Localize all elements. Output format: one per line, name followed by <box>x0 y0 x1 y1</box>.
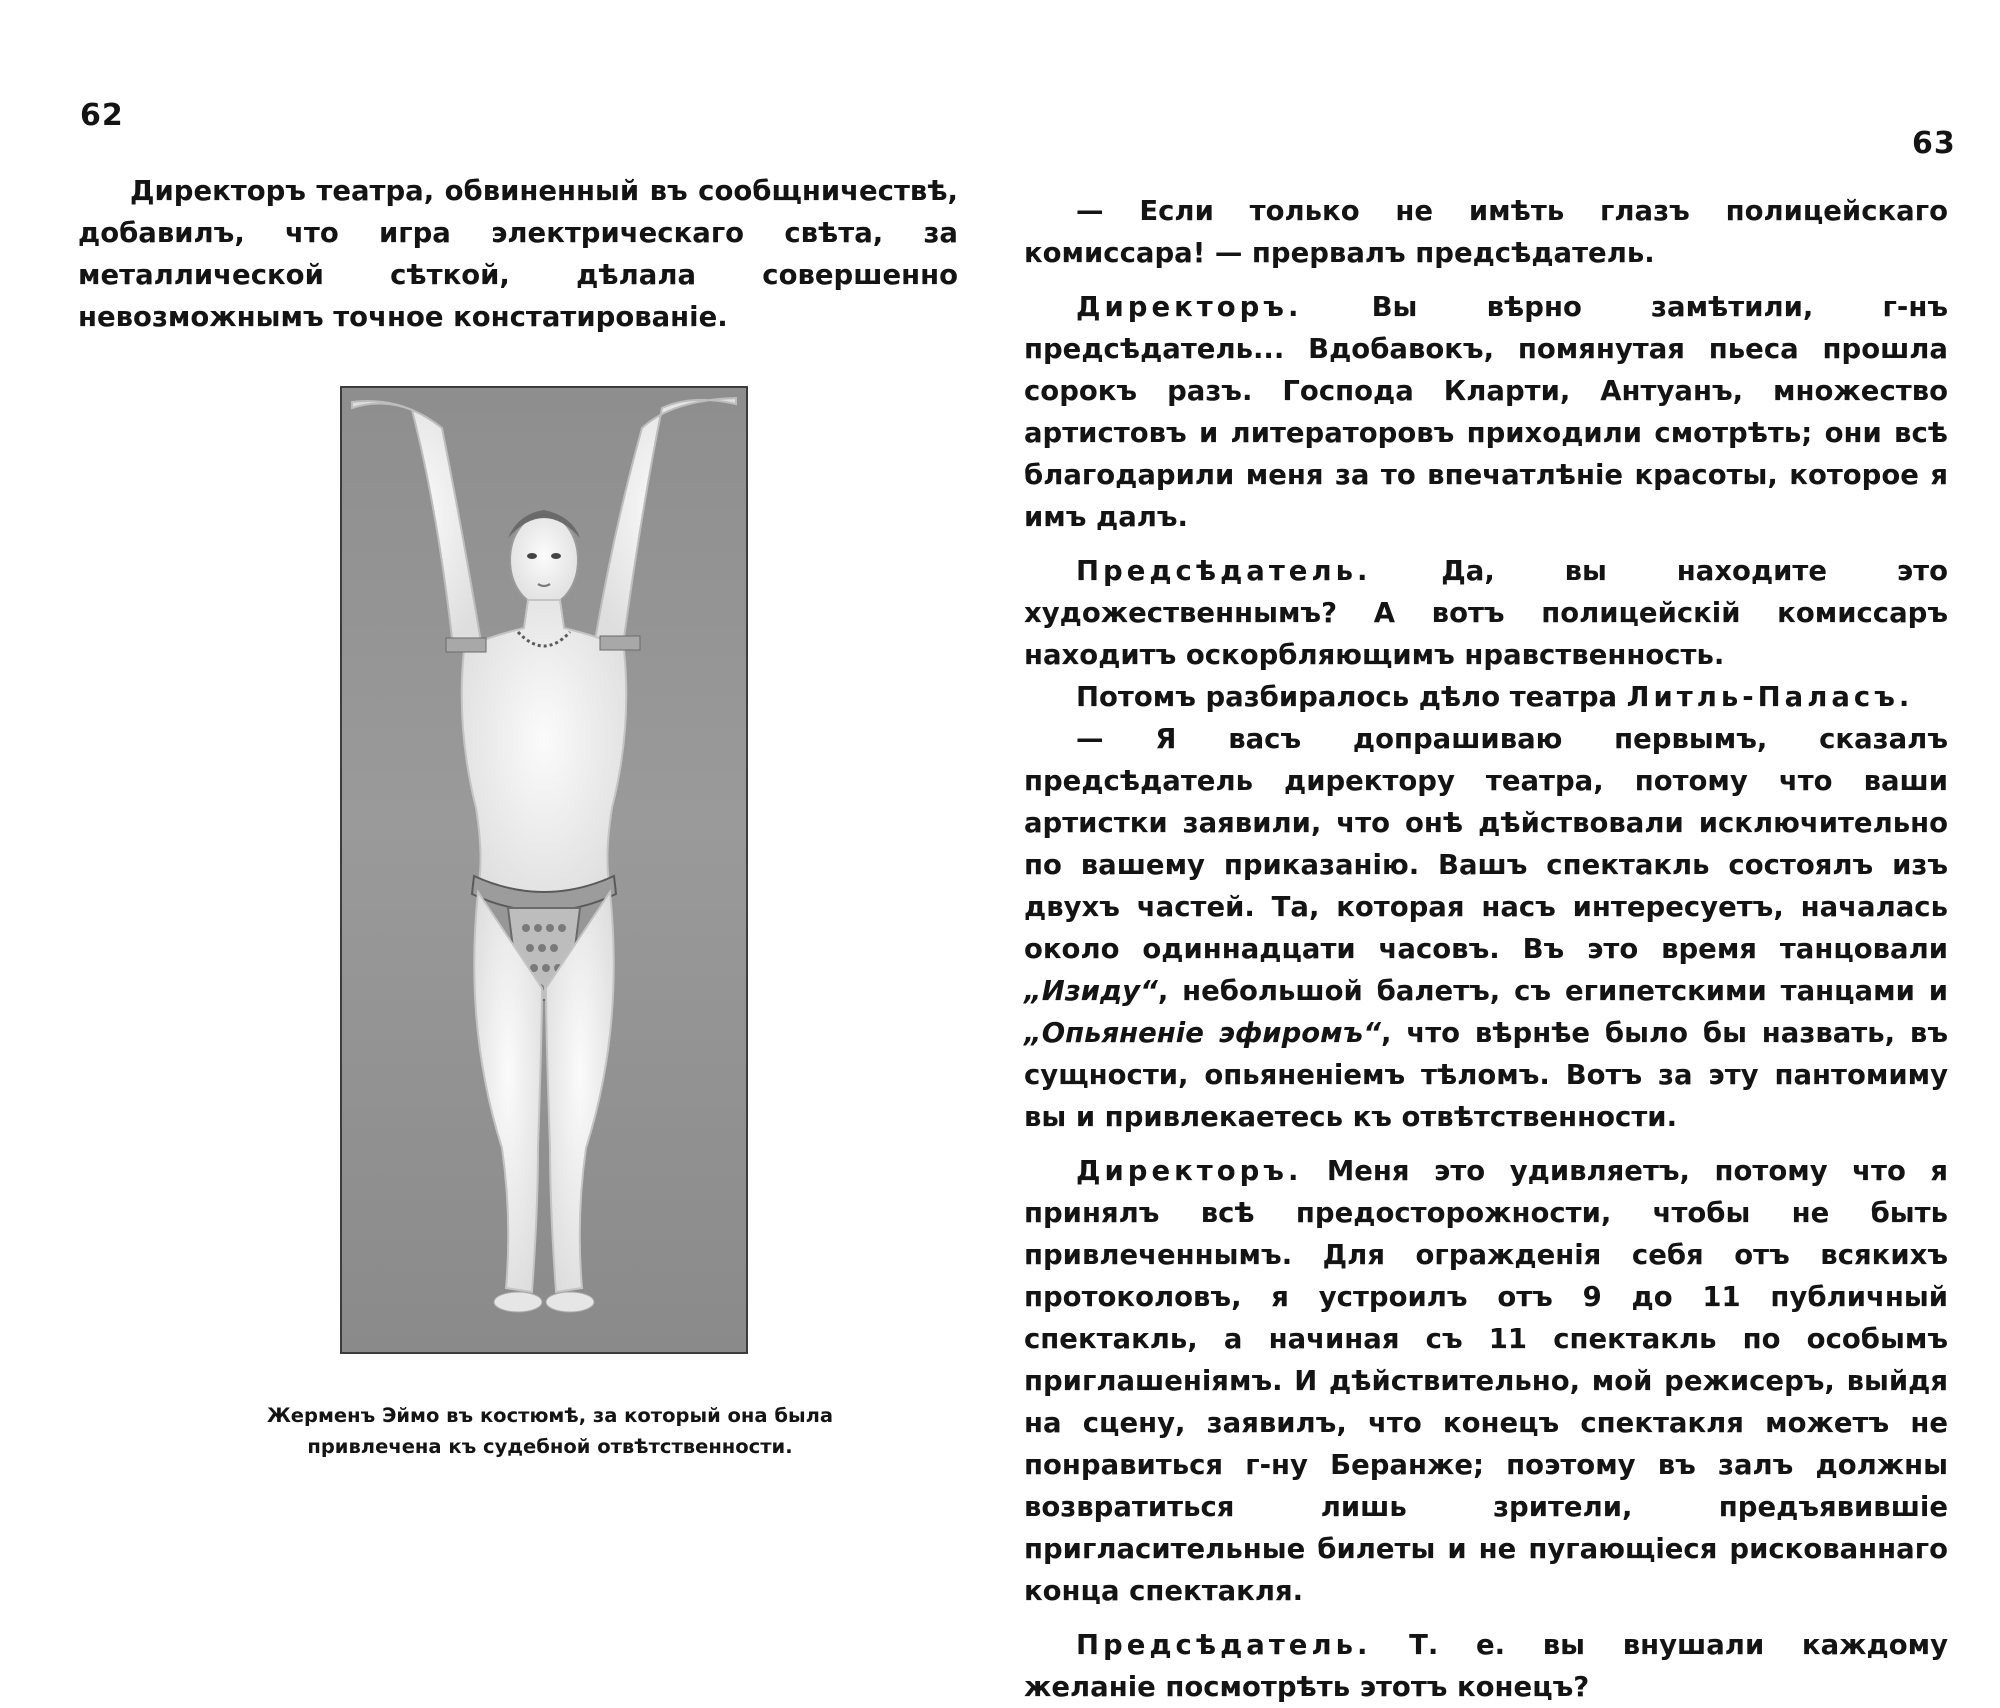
paragraph-3-text: Да, вы находите это художественнымъ? А вотъ полицейскій комиссаръ находитъ оскорбляющимъ нравственность. <box>1024 555 1948 671</box>
theatre-name: Литль-Паласъ. <box>1626 681 1914 713</box>
paragraph-5-b: , небольшой балетъ, съ египетскими танцами и <box>1157 975 1948 1007</box>
paragraph-5-c: , что вѣрнѣе было бы назвать, въ сущности, опьяненіемъ тѣломъ. Вотъ за эту пантомиму вы и привлекаетесь къ отвѣтственности. <box>1024 1017 1948 1133</box>
paragraph-6 <box>1024 1150 1948 1612</box>
pantomime-title-ether: „Опьяненіе эфиромъ“ <box>1024 1017 1382 1049</box>
speaker-director: Директоръ. <box>1076 291 1303 323</box>
paragraph-7 <box>1024 1624 1948 1708</box>
right-page-number: 63 <box>1912 126 1956 161</box>
speaker-director-2: Директоръ. <box>1076 1155 1303 1187</box>
caption-line-1: Жерменъ Эймо въ костюмѣ, за который она была <box>266 1404 834 1427</box>
dancer-photograph <box>340 386 748 1354</box>
left-paragraph: Директоръ театра, обвиненный въ сообщничествѣ, добавилъ, что игра электрическаго свѣта, за металлической сѣткой, дѣлала совершенно невозможнымъ точное констатированіе. <box>78 175 958 333</box>
paragraph-3 <box>1024 550 1948 676</box>
left-page-text <box>78 170 958 338</box>
right-page-text <box>1024 190 1948 1708</box>
paragraph-4-text: Потомъ разбиралось дѣло театра <box>1076 681 1627 713</box>
paragraph-5-a: — Я васъ допрашиваю первымъ, сказалъ предсѣдатель директору театра, потому что ваши артистки заявили, что онѣ дѣйствовали исключительно по вашему приказанію. Вашъ спектакль состоялъ изъ двухъ частей. Та, которая насъ интересуетъ, началась около одиннадцати часовъ. Въ это время танцовали <box>1024 723 1948 965</box>
ballet-title-isis: „Изиду“ <box>1024 975 1158 1007</box>
speaker-chairman-2: Предсѣдатель. <box>1076 1629 1372 1661</box>
paragraph-5 <box>1024 718 1948 1138</box>
photo-caption <box>230 1400 870 1462</box>
caption-line-2: привлечена къ судебной отвѣтственности. <box>307 1435 793 1458</box>
left-page-number: 62 <box>80 98 124 133</box>
paragraph-1: — Если только не имѣть глазъ полицейскаго комиссара! — прервалъ предсѣдатель. <box>1024 195 1948 269</box>
paragraph-7-text: Т. е. вы внушали каждому желаніе посмотрѣть этотъ конецъ? <box>1024 1629 1948 1703</box>
paragraph-6-text: Меня это удивляетъ, потому что я принялъ всѣ предосторожности, чтобы не быть привлеченнымъ. Для огражденія себя отъ всякихъ протоколовъ, я устроилъ отъ 9 до 11 публичный спектакль, а начиная съ 11 спектакль по особымъ приглашеніямъ. И дѣйствительно, мой режисеръ, выйдя на сцену, заявилъ, что конецъ спектакля можетъ не понравиться г-ну Беранже; поэтому въ залъ должны возвратиться лишь зрители, предъявившіе пригласительные билеты и не пугающіеся рискованнаго конца спектакля. <box>1024 1155 1948 1607</box>
speaker-chairman: Предсѣдатель. <box>1076 555 1372 587</box>
dancer-figure-illustration <box>342 388 746 1352</box>
paragraph-4 <box>1024 676 1948 718</box>
paragraph-2-text: Вы вѣрно замѣтили, г-нъ предсѣдатель... Вдобавокъ, помянутая пьеса прошла сорокъ разъ. Господа Кларти, Антуанъ, множество артистовъ и литераторовъ приходили смотрѣть; они всѣ благодарили меня за то впечатлѣніе красоты, которое я имъ далъ. <box>1024 291 1948 533</box>
paragraph-2 <box>1024 286 1948 538</box>
